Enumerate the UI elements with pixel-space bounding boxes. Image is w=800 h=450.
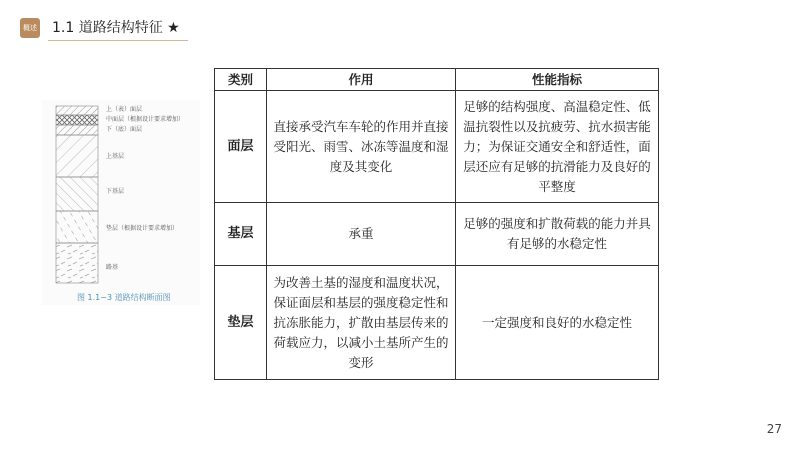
row-category: 垫层: [215, 266, 267, 380]
header-divider: [48, 40, 188, 41]
row-category: 基层: [215, 203, 267, 266]
page-title: 1.1 道路结构特征 ★: [52, 20, 180, 36]
table-row: [215, 91, 659, 203]
row-function: 为改善土基的湿度和温度状况，保证面层和基层的强度稳定性和抗冻胀能力，扩散由基层传来的荷载应力，以减小土基所产生的变形: [267, 266, 456, 380]
layer-label: 路基: [106, 264, 119, 271]
row-performance: 一定强度和良好的水稳定性: [456, 266, 659, 380]
column-header-category: 类别: [215, 69, 267, 91]
column-header-performance: 性能指标: [456, 69, 659, 91]
table-row: [215, 203, 659, 266]
structure-table: [214, 68, 659, 380]
layer-label: 垫层（根据设计要求增加）: [106, 225, 179, 232]
section-badge: 概述: [20, 18, 40, 38]
row-function: 直接承受汽车车轮的作用并直接受阳光、雨雪、冰冻等温度和湿度及其变化: [267, 91, 456, 203]
layer-label: 中面层（根据设计要求增加）: [106, 116, 185, 123]
layer-label: 下（底）面层: [106, 126, 143, 133]
layer-label: 上（表）面层: [106, 106, 143, 113]
row-category: 面层: [215, 91, 267, 203]
row-performance: 足够的强度和扩散荷载的能力并具有足够的水稳定性: [456, 203, 659, 266]
layer-label: 上基层: [106, 153, 125, 160]
table-header-row: [215, 69, 659, 91]
figure-caption: 图 1.1−3 道路结构断面图: [77, 293, 171, 302]
road-structure-figure: [42, 100, 200, 305]
column-header-function: 作用: [267, 69, 456, 91]
table-row: [215, 266, 659, 380]
layer-label: 下基层: [106, 188, 125, 195]
row-function: 承重: [267, 203, 456, 266]
page-number: 27: [766, 422, 782, 436]
layer-blocks: [56, 106, 98, 283]
row-performance: 足够的结构强度、高温稳定性、低温抗裂性以及抗疲劳、抗水损害能力；为保证交通安全和舒适性，面层还应有足够的抗滑能力及良好的平整度: [456, 91, 659, 203]
